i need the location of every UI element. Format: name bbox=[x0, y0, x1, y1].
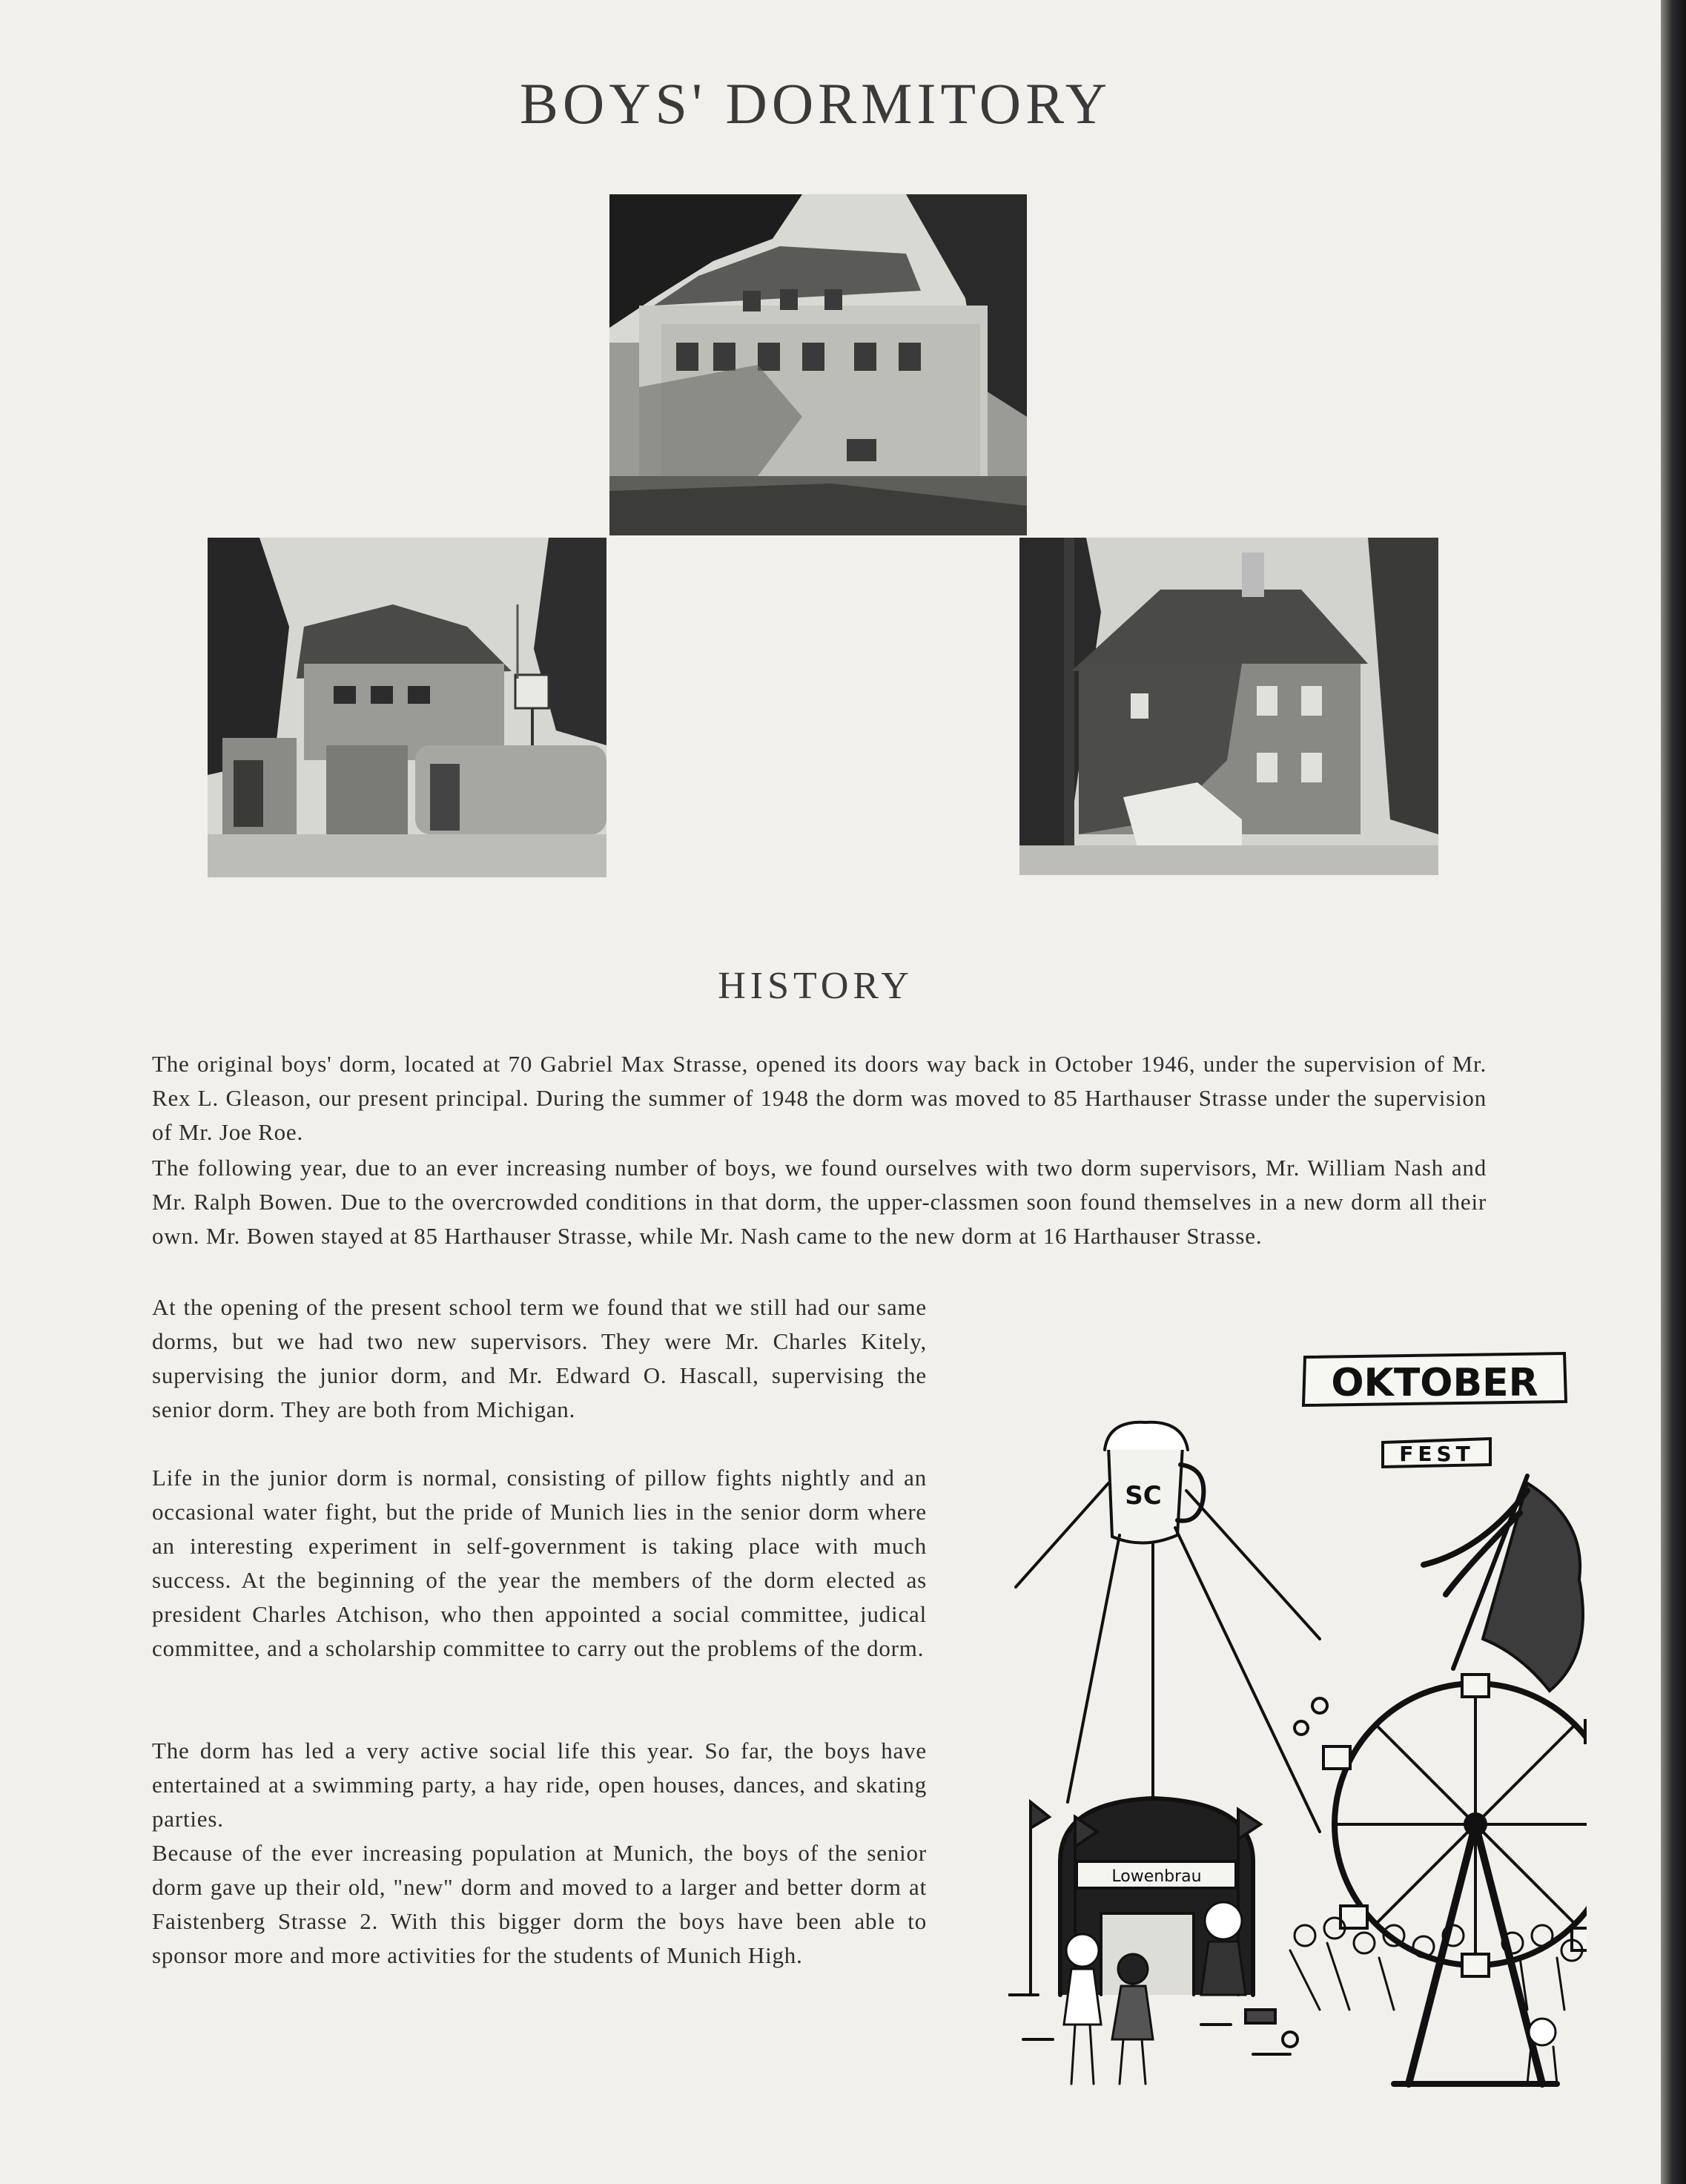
history-paragraph-4: Life in the junior dorm is normal, consisting of pillow fights nightly and an occasional water fight, but the pride of Munich lies in the senior dorm where an interesting experiment in self-government is taking place with much success. At the beginning of the year the members of the dorm elected as president Charles Atchison, who then appointed a social committee, judical committee, and a scholarship committee to carry out the problems of the dorm. bbox=[152, 1465, 927, 1661]
page-binding-edge bbox=[1661, 0, 1686, 2184]
page-title: BOYS' DORMITORY bbox=[519, 71, 1112, 136]
history-paragraph-1: The original boys' dorm, located at 70 Gabriel Max Strasse, opened its doors way back in October 1946, under the supervision of Mr. Rex L. Gleason, our present principal. During the summer of 1948 the dorm was moved to 85 Harthauser Strasse under the supervision of Mr. Joe Roe. bbox=[152, 1051, 1487, 1145]
history-paragraph-5: The dorm has led a very active social life this year. So far, the boys have entertained at a swimming party, a hay ride, open houses, dances, and skating parties. bbox=[152, 1738, 927, 1832]
dormitory-gatehouse-photo bbox=[208, 538, 606, 877]
bavarian-flag bbox=[1483, 1483, 1583, 1691]
fest-banner-text: FEST bbox=[1399, 1442, 1475, 1466]
mug-label-text: SC bbox=[1125, 1481, 1162, 1511]
oktoberfest-drawing bbox=[1008, 1342, 1587, 2099]
history-paragraph-3: At the opening of the present school term we found that we still had our same dorms, but we had two new supervisors. They were Mr. Charles Kitely, supervising the junior dorm, and Mr. Edward O. Hascall, supervising the senior dorm. They are both from Michigan. bbox=[152, 1294, 927, 1422]
history-paragraph-6: Because of the ever increasing population at Munich, the boys of the senior dorm gave up their old, "new" dorm and moved to a larger and better dorm at Faistenberg Strasse 2. With this bigger dorm the boys have been able to sponsor more and more activities for the students of Munich High. bbox=[152, 1840, 927, 1968]
dormitory-house-photo bbox=[609, 194, 1027, 535]
tent-sign-text: Lowenbrau bbox=[1111, 1867, 1202, 1886]
oktober-banner-text: OKTOBER bbox=[1331, 1361, 1538, 1405]
history-heading: HISTORY bbox=[718, 965, 913, 1007]
history-paragraph-2: The following year, due to an ever increasing number of boys, we found ourselves with two dorm supervisors, Mr. William Nash and Mr. Ralph Bowen. Due to the overcrowded conditions in that dorm, the upper-classmen soon found themselves in a new dorm all their own. Mr. Bowen stayed at 85 Harthauser Strasse, while Mr. Nash came to the new dorm at 16 Harthauser Strasse. bbox=[152, 1155, 1487, 1249]
dormitory-ivy-house-photo bbox=[1019, 538, 1438, 875]
